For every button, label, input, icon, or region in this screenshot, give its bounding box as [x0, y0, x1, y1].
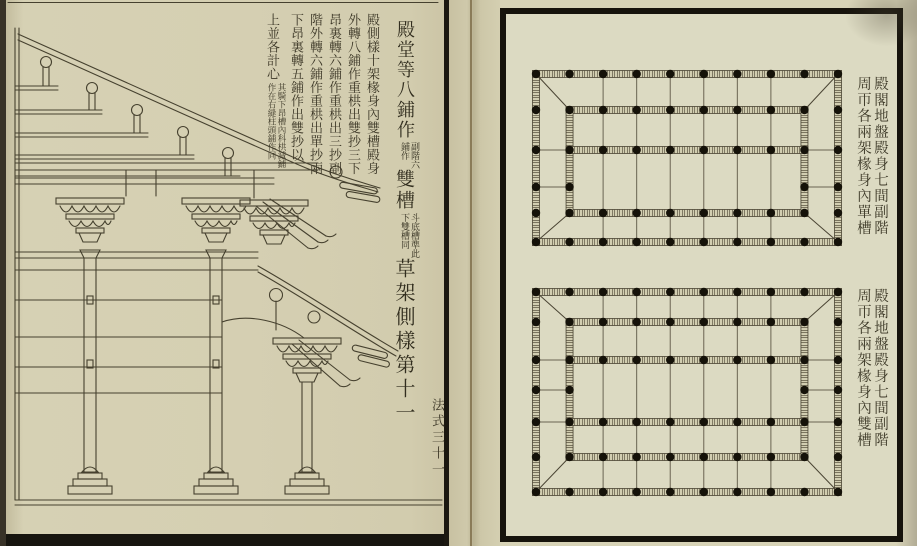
plan-label-top: 殿閣地盤殿身七間副階 周帀各兩架椽身內單槽	[855, 76, 888, 236]
corner-shade	[827, 0, 917, 60]
caption-column: 下昂裏轉五鋪作出雙抄以	[288, 13, 303, 162]
spine-title: 法式三十一	[429, 398, 444, 478]
ridge-struts	[41, 57, 234, 177]
caption-column: 殿側樣十架椽身內雙槽殿身	[364, 13, 379, 175]
porch-eave-slope	[258, 266, 398, 356]
porch-bracket-set	[273, 338, 360, 387]
base-porch	[285, 467, 329, 494]
page-frame	[500, 8, 903, 542]
double-cao-plan	[532, 288, 842, 496]
title-part-1: 殿堂等八鋪作	[394, 20, 415, 140]
caption-column: 階外轉六鋪作重栱出單抄兩	[307, 13, 322, 175]
caption-small-note: 其騎下昂槽內科栱減鋪 作在右縫柱頭鋪作同	[266, 82, 286, 168]
caption-column: 外轉八鋪作重栱出雙抄三下	[345, 13, 360, 175]
title-part-3: 草架側樣第十一	[392, 258, 416, 426]
main-column-middle	[206, 250, 226, 472]
floor-plans-drawing	[506, 14, 897, 536]
page-gutter	[449, 0, 500, 546]
plate-title	[390, 20, 419, 500]
porch-column	[302, 382, 312, 472]
main-column-left	[80, 250, 100, 472]
page-bottom-band	[6, 534, 444, 546]
caption-column: 上並各計心 其騎下昂槽內科栱減鋪 作在右縫柱頭鋪作同	[264, 13, 286, 168]
architrave	[15, 252, 258, 258]
plan-label-bottom: 殿閣地盤殿身七間副階 周帀各兩架椽身內雙槽	[855, 288, 888, 448]
right-page	[500, 0, 917, 546]
gutter-crease	[470, 0, 472, 546]
bracket-set-left	[56, 198, 124, 242]
porch-curved-beam	[222, 318, 304, 338]
porch-eave-tip	[350, 344, 392, 367]
ground-line	[15, 500, 442, 505]
base-left	[68, 467, 112, 494]
porch-purlin-2	[308, 311, 320, 323]
title-note-1: 副階六 鋪作	[399, 142, 419, 169]
title-part-2: 雙槽	[393, 169, 415, 211]
title-note-2: 斗底槽準此 下雙槽同	[399, 213, 419, 258]
caption-block	[262, 13, 381, 251]
base-middle	[194, 467, 238, 494]
porch-purlin-1	[270, 289, 283, 302]
left-page	[6, 0, 444, 546]
caption-column: 昂裏轉六鋪作重栱出三抄副	[326, 13, 341, 175]
single-cao-plan	[532, 70, 842, 246]
